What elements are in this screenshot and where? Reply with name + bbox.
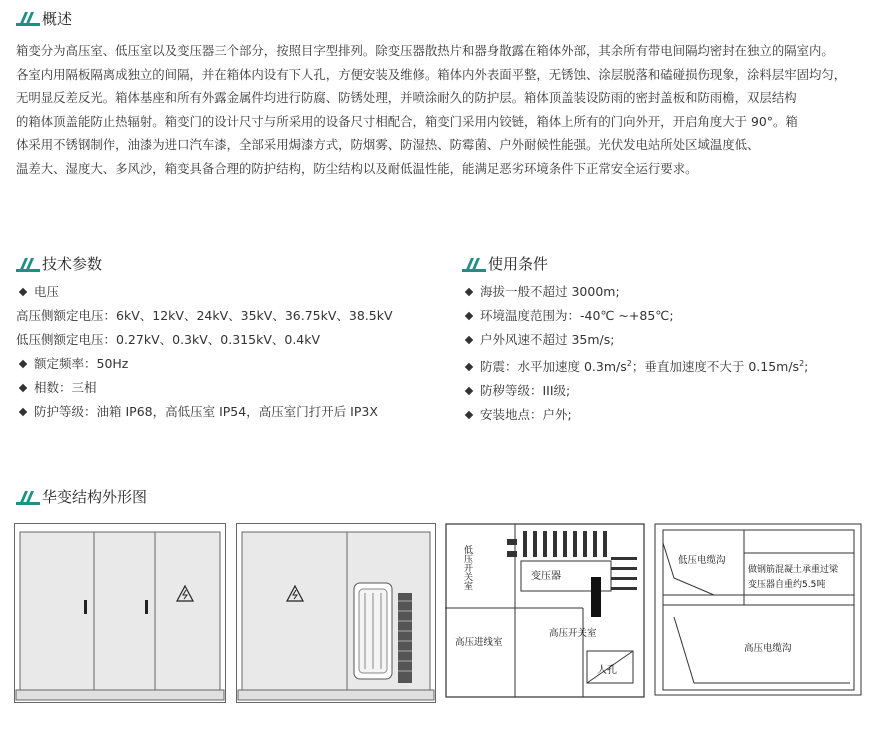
overview-line: 体采用不锈钢制作，油漆为进口汽车漆，全部采用焗漆方式，防烟雾、防湿热、防霉菌、户外耐候性能强。光伏发电站所处区域温度低、 bbox=[16, 137, 760, 153]
list-item bbox=[16, 304, 393, 328]
list-item bbox=[462, 304, 808, 328]
manhole-label: 人孔 bbox=[597, 665, 617, 676]
superscript: 2 bbox=[626, 359, 632, 368]
list-item bbox=[462, 352, 808, 379]
bullet-icon bbox=[465, 288, 473, 296]
transformer-label: 变压器 bbox=[531, 571, 561, 582]
section-marker-icon bbox=[16, 12, 40, 26]
list-item bbox=[16, 352, 393, 376]
bullet-icon bbox=[19, 408, 27, 416]
bullet-icon bbox=[465, 363, 473, 371]
overview-line: 的箱体顶盖能防止热辐射。箱变门的设计尺寸与所采用的设备尺寸相配合，箱变门采用内铰链，箱体上所有的门向外开，开启角度大于 90°。箱 bbox=[16, 113, 798, 129]
usage-conditions-title: 使用条件 bbox=[488, 255, 549, 273]
door-handle-icon bbox=[84, 600, 87, 614]
hv-cable-trench-label: 高压电缆沟 bbox=[744, 643, 792, 654]
overview-paragraph bbox=[16, 39, 868, 181]
plan-layout-figure bbox=[445, 523, 645, 698]
lv-cable-trench-label: 低压电缆沟 bbox=[678, 555, 726, 566]
overview-line: 箱变分为高压室、低压室以及变压器三个部分，按照目字型排列。除变压器散热片和器身散露在箱体外部，其余所有带电间隔均密封在独立的隔室内。 bbox=[16, 43, 834, 58]
list-item bbox=[462, 403, 808, 427]
list-item-text: 安装地点：户外; bbox=[480, 407, 572, 423]
list-item-text: 海拔一般不超过 3000m; bbox=[480, 284, 620, 299]
tech-params-title: 技术参数 bbox=[42, 255, 103, 273]
list-item-text: 低压侧额定电压：0.27kV、0.3kV、0.315kV、0.4kV bbox=[16, 332, 321, 347]
list-item-text: 防秽等级：III级; bbox=[480, 383, 571, 399]
bullet-icon bbox=[19, 384, 27, 392]
list-item-text: 电压 bbox=[34, 284, 60, 299]
tech-params-list bbox=[16, 280, 393, 424]
list-item-text: 环境温度范围为：-40℃ ~+85℃; bbox=[480, 308, 674, 323]
list-item-text: 户外风速不超过 35m/s; bbox=[480, 332, 615, 347]
hv-switch-room-label: 高压开关室 bbox=[549, 628, 597, 639]
bullet-icon bbox=[465, 411, 473, 419]
radiator-fins-icon bbox=[354, 583, 412, 683]
list-item-text: 防震：水平加速度 0.3m/s bbox=[480, 359, 627, 375]
section-marker-icon bbox=[462, 258, 486, 272]
list-item-text: 相数：三相 bbox=[34, 380, 97, 395]
list-item bbox=[462, 280, 808, 304]
structure-figures-title: 华变结构外形图 bbox=[42, 488, 148, 506]
section-marker-icon bbox=[16, 258, 40, 272]
bullet-icon bbox=[19, 360, 27, 368]
bullet-icon bbox=[465, 312, 473, 320]
list-item bbox=[16, 328, 393, 352]
list-item bbox=[16, 280, 393, 304]
list-item bbox=[16, 400, 393, 424]
list-item bbox=[16, 376, 393, 400]
foundation-figure bbox=[654, 523, 862, 696]
bullet-icon bbox=[465, 336, 473, 344]
list-item-text: ; bbox=[804, 359, 809, 375]
usage-conditions-list bbox=[462, 280, 808, 427]
overview-title: 概述 bbox=[42, 10, 73, 28]
beam-note-line1: 做钢筋混凝土承重过梁 bbox=[748, 565, 839, 575]
hv-inlet-room-label: 高压进线室 bbox=[455, 637, 503, 648]
overview-line: 温差大、湿度大、多风沙，箱变具备合理的防护结构，防尘结构以及耐低温性能，能满足恶劣环境条件下正常安全运行要求。 bbox=[16, 160, 698, 176]
front-view-figure bbox=[14, 523, 226, 703]
overview-line: 无明显反差反光。箱体基座和所有外露金属件均进行防腐、防锈处理，并喷涂耐久的防护层。箱体顶盖装设防雨的密封盖板和防雨檐，双层结构 bbox=[16, 90, 797, 106]
section-marker-icon bbox=[16, 491, 40, 505]
overview-line: 各室内用隔板隔离成独立的间隔，并在箱体内设有下人孔，方便安装及维修。箱体内外表面平整，无锈蚀、涂层脱落和磕碰损伤现象，涂料层牢固均匀， bbox=[16, 66, 847, 82]
list-item-text: ；垂直加速度不大于 0.15m/s bbox=[631, 359, 800, 375]
bullet-icon bbox=[465, 387, 473, 395]
beam-note-line2: 变压器自重约5.5吨 bbox=[748, 580, 826, 590]
superscript: 2 bbox=[799, 359, 805, 368]
door-handle-icon bbox=[145, 600, 148, 614]
list-item bbox=[462, 328, 808, 352]
list-item-text: 额定频率：50Hz bbox=[34, 356, 129, 371]
low-voltage-room-label: 低压开关室 bbox=[462, 545, 472, 590]
list-item-text: 防护等级：油箱 IP68，高低压室 IP54，高压室门打开后 IP3X bbox=[34, 404, 378, 419]
list-item bbox=[462, 379, 808, 403]
manhole-symbol bbox=[587, 651, 633, 683]
list-item-text: 高压侧额定电压：6kV、12kV、24kV、35kV、36.75kV、38.5kV bbox=[16, 308, 393, 323]
bullet-icon bbox=[19, 288, 27, 296]
side-view-figure bbox=[236, 523, 436, 703]
